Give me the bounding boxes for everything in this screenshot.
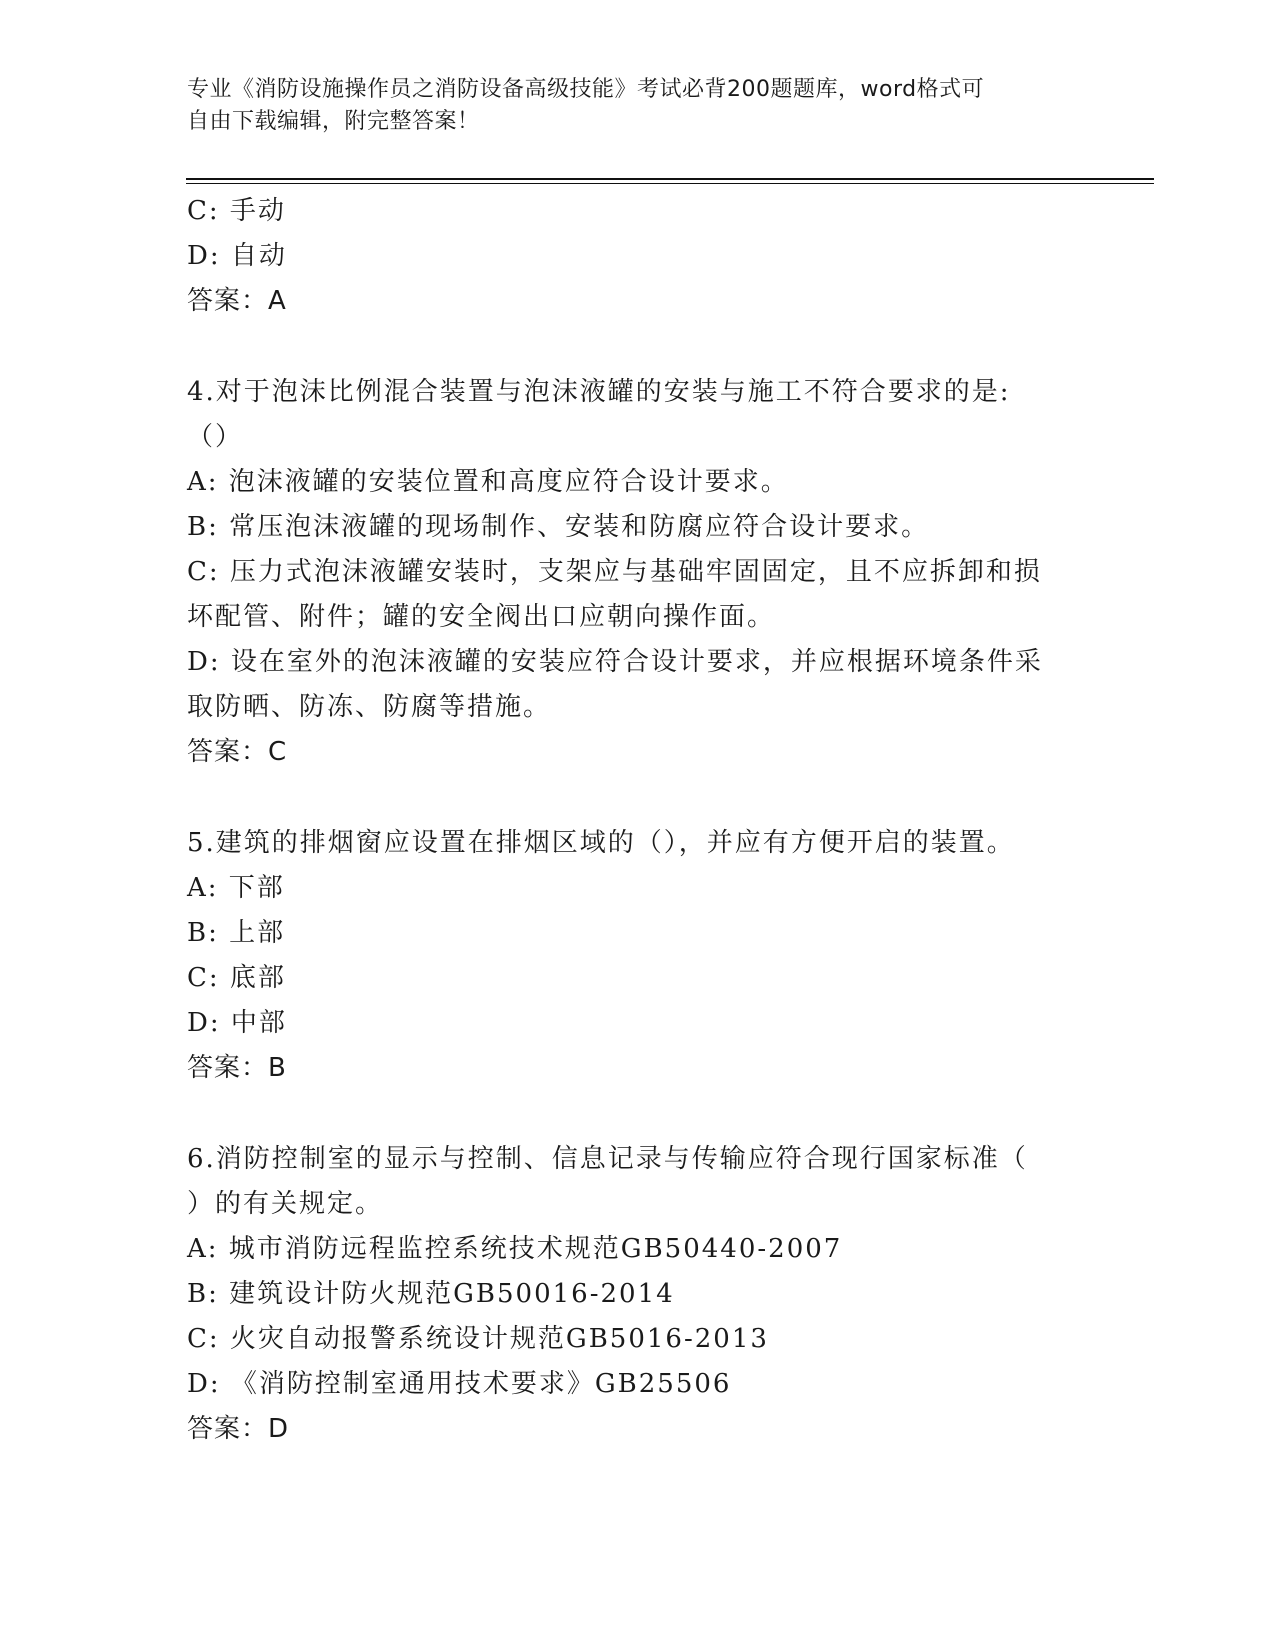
question-5 bbox=[187, 821, 1087, 1091]
q4-option-b: B: 常压泡沫液罐的现场制作、安装和防腐应符合设计要求。 bbox=[187, 512, 930, 542]
question-4 bbox=[187, 370, 1087, 775]
q6-option-c: C: 火灾自动报警系统设计规范GB5016-2013 bbox=[187, 1324, 769, 1354]
q4-question-line-1: 4.对于泡沫比例混合装置与泡沫液罐的安装与施工不符合要求的是: bbox=[187, 377, 1011, 407]
q6-option-b: B: 建筑设计防火规范GB50016-2014 bbox=[187, 1279, 675, 1309]
q4-question-line-2: （） bbox=[187, 422, 244, 452]
q4-option-c-line-2: 坏配管、附件；罐的安全阀出口应朝向操作面。 bbox=[187, 602, 776, 632]
header-line-2: 自由下载编辑，附完整答案！ bbox=[187, 109, 480, 134]
q5-option-a: A: 下部 bbox=[187, 873, 285, 903]
q5-answer: 答案：B bbox=[187, 1053, 287, 1083]
header-rule-thick bbox=[186, 178, 1154, 180]
header-line-1: 专业《消防设施操作员之消防设备高级技能》考试必背200题题库，word格式可 bbox=[187, 77, 985, 102]
q5-option-d: D: 中部 bbox=[187, 1008, 287, 1038]
q4-answer: 答案：C bbox=[187, 737, 288, 767]
q5-option-c: C: 底部 bbox=[187, 963, 286, 993]
document-header bbox=[187, 74, 1067, 138]
q5-option-b: B: 上部 bbox=[187, 918, 286, 948]
q4-option-a: A: 泡沫液罐的安装位置和高度应符合设计要求。 bbox=[187, 467, 789, 497]
header-rule-thin bbox=[186, 183, 1154, 184]
question-6 bbox=[187, 1137, 1087, 1452]
q4-option-d-line-1: D: 设在室外的泡沫液罐的安装应符合设计要求，并应根据环境条件采 bbox=[187, 647, 1043, 677]
q4-option-c-line-1: C: 压力式泡沫液罐安装时，支架应与基础牢固固定，且不应拆卸和损 bbox=[187, 557, 1042, 587]
q6-option-d: D: 《消防控制室通用技术要求》GB25506 bbox=[187, 1369, 732, 1399]
q6-option-a: A: 城市消防远程监控系统技术规范GB50440-2007 bbox=[187, 1234, 843, 1264]
question-3-continued bbox=[187, 189, 1087, 324]
question-list bbox=[187, 189, 1087, 1452]
q6-question-line-1: 6.消防控制室的显示与控制、信息记录与传输应符合现行国家标准（ bbox=[187, 1144, 1028, 1174]
q5-question: 5.建筑的排烟窗应设置在排烟区域的（），并应有方便开启的装置。 bbox=[187, 828, 1015, 858]
q3-option-c: C: 手动 bbox=[187, 196, 286, 226]
q6-answer: 答案：D bbox=[187, 1414, 290, 1444]
q3-answer: 答案：A bbox=[187, 286, 287, 316]
q4-option-d-line-2: 取防晒、防冻、防腐等措施。 bbox=[187, 692, 552, 722]
q6-question-line-2: ）的有关规定。 bbox=[187, 1189, 384, 1219]
q3-option-d: D: 自动 bbox=[187, 241, 287, 271]
